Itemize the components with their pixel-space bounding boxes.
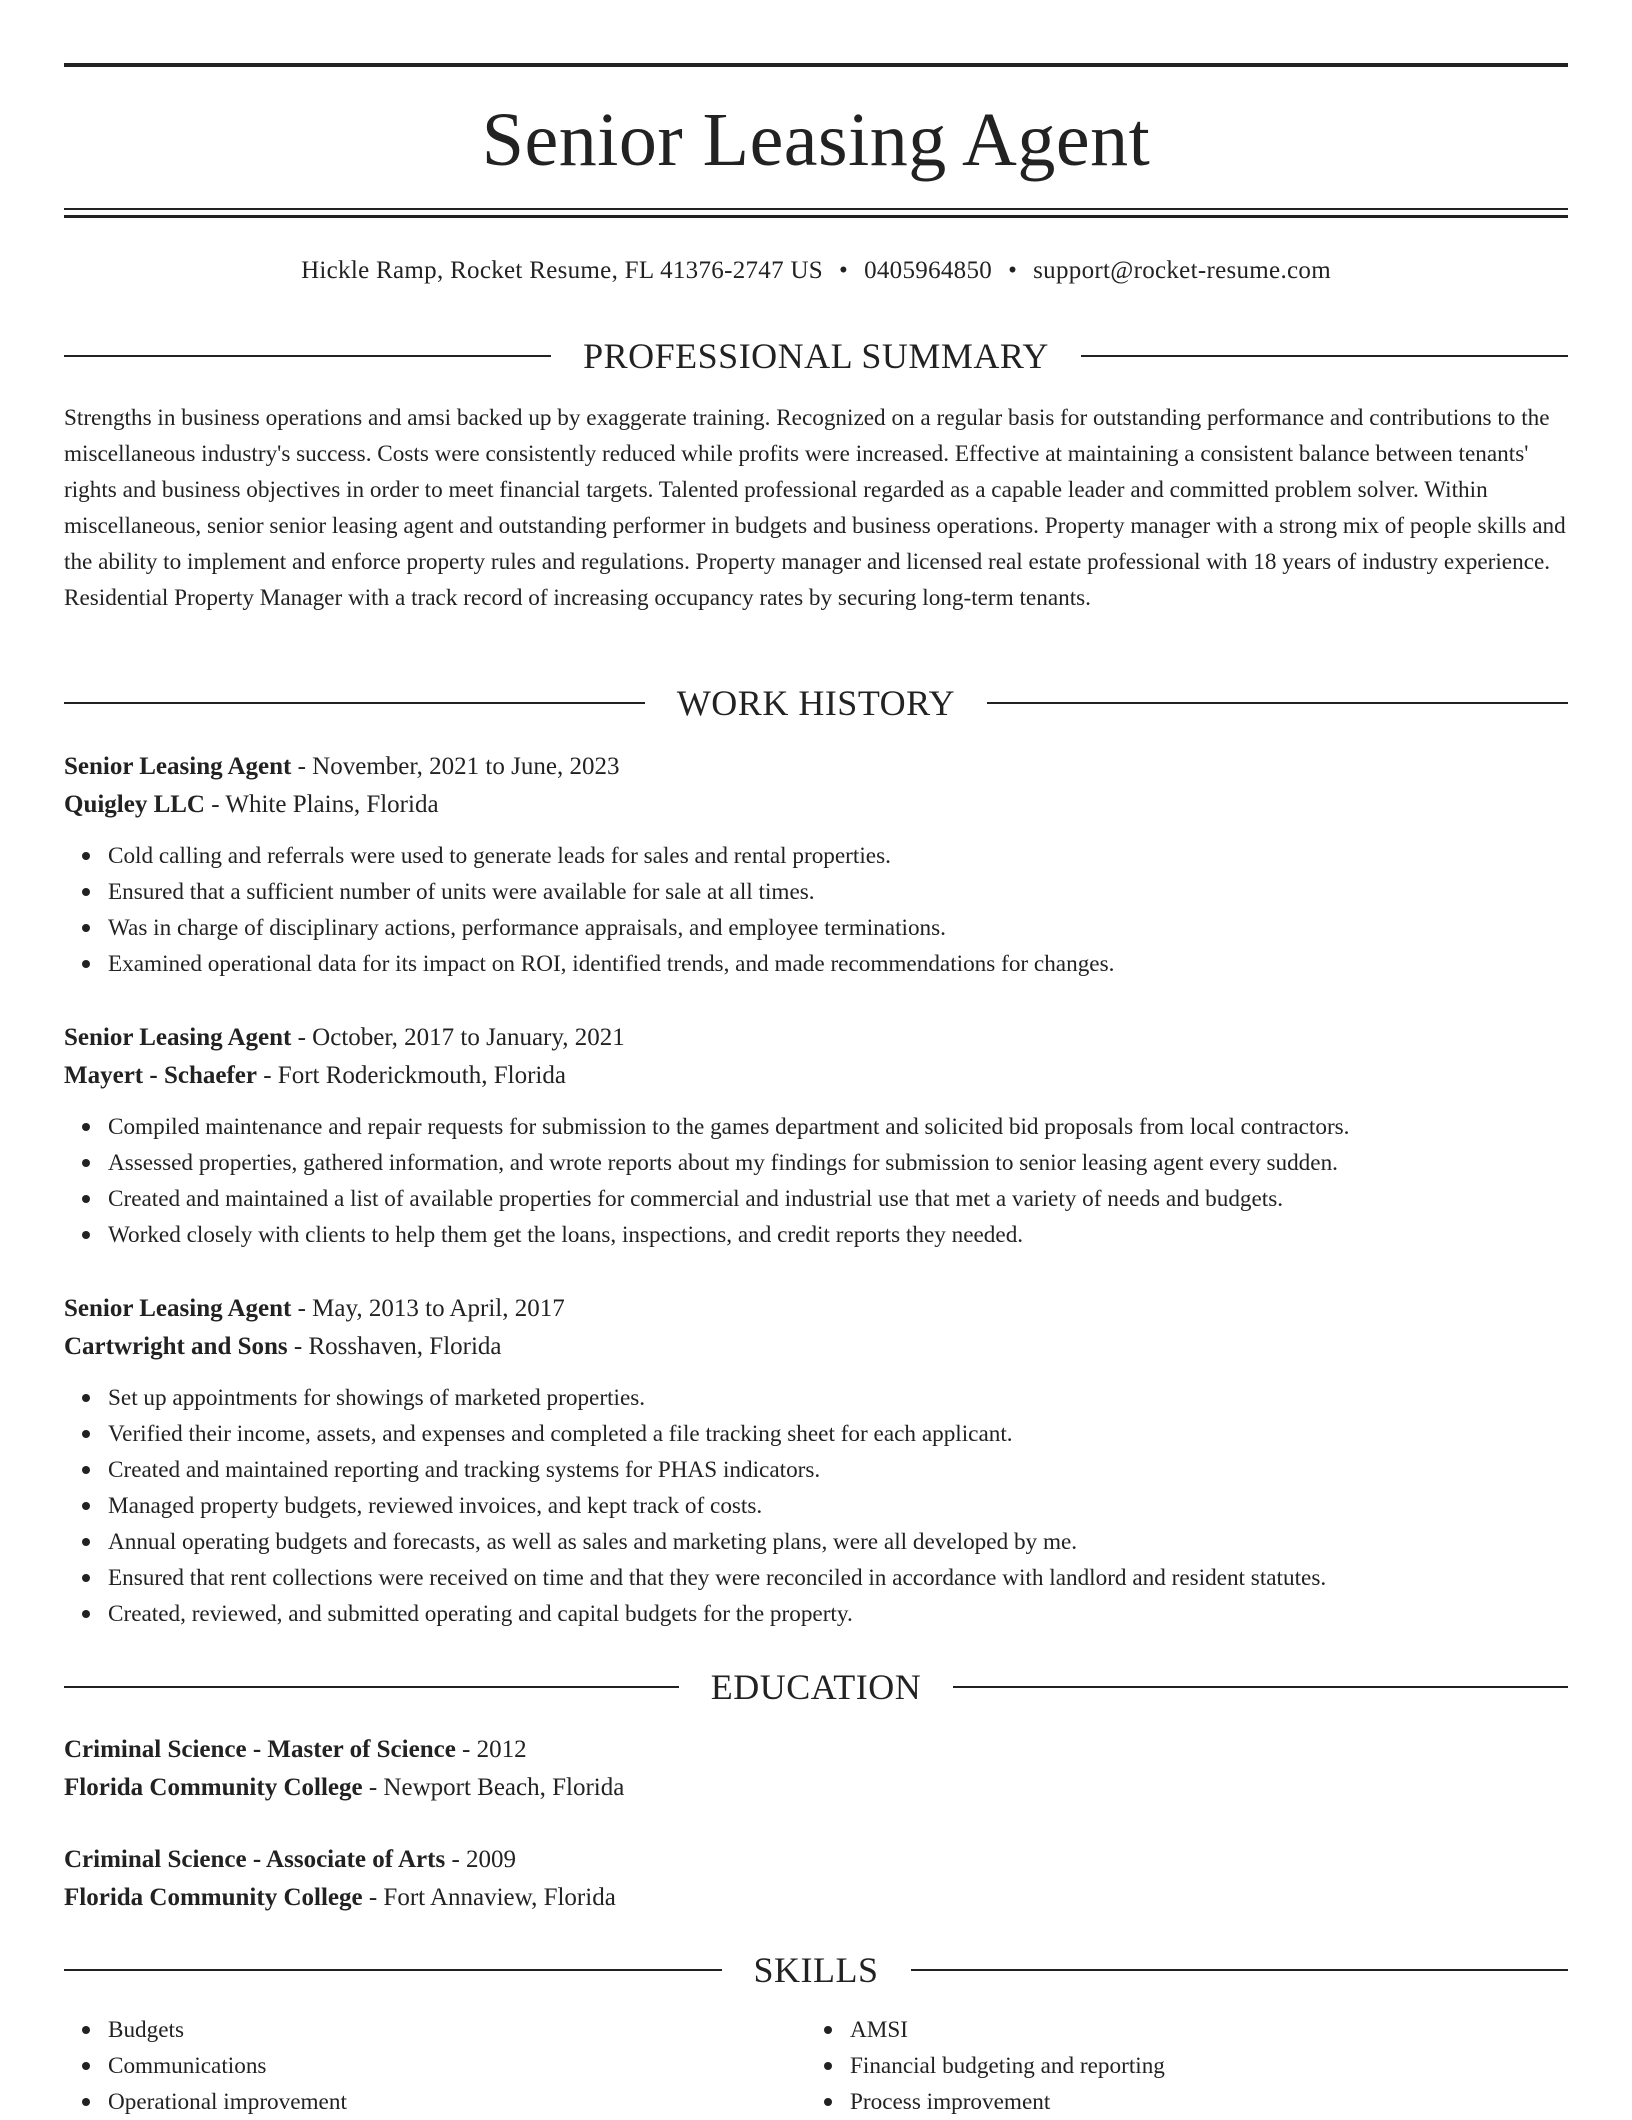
job-company-line — [64, 1328, 1568, 1366]
job-company: Cartwright and Sons — [64, 1333, 288, 1360]
contact-separator: • — [1008, 257, 1018, 284]
degree: Criminal Science - Associate of Arts — [64, 1846, 446, 1873]
skill-item: Communications — [108, 2048, 806, 2084]
section-title: SKILLS — [753, 1950, 879, 1990]
skills-list-right — [806, 2012, 1548, 2120]
degree-line — [64, 1731, 1568, 1769]
section-title: WORK HISTORY — [676, 683, 956, 723]
list-item: Ensured that a sufficient number of units were available for sale at all times. — [108, 874, 1568, 910]
degree-year: - 2012 — [455, 1736, 527, 1763]
school-line — [64, 1769, 1568, 1807]
heading-rule — [64, 1686, 679, 1688]
job-company-line — [64, 786, 1568, 824]
skill-item: Process improvement — [850, 2084, 1548, 2120]
list-item: Cold calling and referrals were used to generate leads for sales and rental properties. — [108, 838, 1568, 874]
school: Florida Community College — [64, 1774, 363, 1801]
job-entry — [64, 748, 1568, 982]
job-company: Mayert - Schaefer — [64, 1062, 257, 1089]
education-entry — [64, 1731, 1568, 1807]
job-title-line — [64, 1290, 1568, 1328]
list-item: Ensured that rent collections were received on time and that they were reconciled in accordance with landlord and resident statutes. — [108, 1560, 1568, 1596]
job-title: Senior Leasing Agent — [64, 753, 292, 780]
skill-item: Budgets — [108, 2012, 806, 2048]
heading-rule — [953, 1686, 1568, 1688]
skills-list-left — [64, 2012, 806, 2120]
contact-address: Hickle Ramp, Rocket Resume, FL 41376-2747 US — [301, 257, 824, 284]
header-rule-upper — [64, 208, 1568, 210]
skills-grid — [64, 2012, 1568, 2120]
contact-line — [64, 254, 1568, 288]
list-item: Annual operating budgets and forecasts, as well as sales and marketing plans, were all developed by me. — [108, 1524, 1568, 1560]
skill-item: AMSI — [850, 2012, 1548, 2048]
list-item: Compiled maintenance and repair requests for submission to the games department and solicited bid proposals from local contractors. — [108, 1109, 1568, 1145]
contact-email: support@rocket-resume.com — [1033, 257, 1331, 284]
job-dates: - October, 2017 to January, 2021 — [291, 1024, 625, 1051]
list-item: Verified their income, assets, and expenses and completed a file tracking sheet for each applicant. — [108, 1416, 1568, 1452]
job-location: - White Plains, Florida — [205, 791, 439, 818]
list-item: Assessed properties, gathered information, and wrote reports about my findings for submission to senior leasing agent every sudden. — [108, 1145, 1568, 1181]
job-location: - Rosshaven, Florida — [287, 1333, 502, 1360]
job-company-line — [64, 1057, 1568, 1095]
education-entry — [64, 1841, 1568, 1917]
contact-separator: • — [839, 257, 849, 284]
heading-rule — [911, 1969, 1569, 1971]
job-title-line — [64, 1019, 1568, 1057]
header-rule-lower — [64, 215, 1568, 218]
section-title: EDUCATION — [710, 1667, 922, 1707]
list-item: Created, reviewed, and submitted operating and capital budgets for the property. — [108, 1596, 1568, 1632]
school: Florida Community College — [64, 1884, 363, 1911]
list-item: Was in charge of disciplinary actions, performance appraisals, and employee terminations. — [108, 910, 1568, 946]
list-item: Set up appointments for showings of marketed properties. — [108, 1380, 1568, 1416]
degree-year: - 2009 — [445, 1846, 517, 1873]
summary-paragraph: Strengths in business operations and amsi backed up by exaggerate training. Recognized on a regular basis for outstanding performance and contributions to the miscellaneous industry's success. Costs were consistently reduced while profits were increased. Effective at maintaining a consistent balance between tenants' rights and business objectives in order to meet financial targets. Talented professional regarded as a capable leader and committed problem solver. Within miscellaneous, senior senior leasing agent and outstanding performer in budgets and business operations. Property manager with a strong mix of people skills and the ability to implement and enforce property rules and regulations. Property manager and licensed real estate professional with 18 years of industry experience. Residential Property Manager with a track record of increasing occupancy rates by securing long-term tenants. — [64, 405, 1566, 611]
heading-rule — [64, 1969, 722, 1971]
job-dates: - November, 2021 to June, 2023 — [291, 753, 620, 780]
section-heading-skills — [64, 1948, 1568, 1992]
section-heading-education — [64, 1665, 1568, 1709]
job-duties-list — [64, 838, 1568, 982]
section-title: PROFESSIONAL SUMMARY — [583, 336, 1049, 376]
job-entry — [64, 1290, 1568, 1632]
heading-rule — [64, 702, 645, 704]
list-item: Created and maintained a list of available properties for commercial and industrial use that met a variety of needs and budgets. — [108, 1181, 1568, 1217]
page-title: Senior Leasing Agent — [481, 98, 1151, 182]
heading-rule — [1081, 355, 1568, 357]
school-line — [64, 1879, 1568, 1917]
section-heading-summary — [64, 334, 1568, 378]
list-item: Managed property budgets, reviewed invoices, and kept track of costs. — [108, 1488, 1568, 1524]
school-location: - Fort Annaview, Florida — [362, 1884, 616, 1911]
section-heading-work-history — [64, 681, 1568, 725]
job-entry — [64, 1019, 1568, 1253]
header-top-rule — [64, 63, 1568, 67]
job-title: Senior Leasing Agent — [64, 1024, 292, 1051]
job-duties-list — [64, 1109, 1568, 1253]
degree: Criminal Science - Master of Science — [64, 1736, 456, 1763]
skill-item: Financial budgeting and reporting — [850, 2048, 1548, 2084]
list-item: Examined operational data for its impact on ROI, identified trends, and made recommendations for changes. — [108, 946, 1568, 982]
contact-phone: 0405964850 — [864, 257, 993, 284]
heading-rule — [987, 702, 1568, 704]
school-location: - Newport Beach, Florida — [362, 1774, 625, 1801]
job-company: Quigley LLC — [64, 791, 205, 818]
skill-item: Operational improvement — [108, 2084, 806, 2120]
job-dates: - May, 2013 to April, 2017 — [291, 1295, 565, 1322]
heading-rule — [64, 355, 551, 357]
list-item: Worked closely with clients to help them get the loans, inspections, and credit reports they needed. — [108, 1217, 1568, 1253]
job-location: - Fort Roderickmouth, Florida — [256, 1062, 566, 1089]
degree-line — [64, 1841, 1568, 1879]
list-item: Created and maintained reporting and tracking systems for PHAS indicators. — [108, 1452, 1568, 1488]
job-duties-list — [64, 1380, 1568, 1632]
job-title: Senior Leasing Agent — [64, 1295, 292, 1322]
job-title-line — [64, 748, 1568, 786]
